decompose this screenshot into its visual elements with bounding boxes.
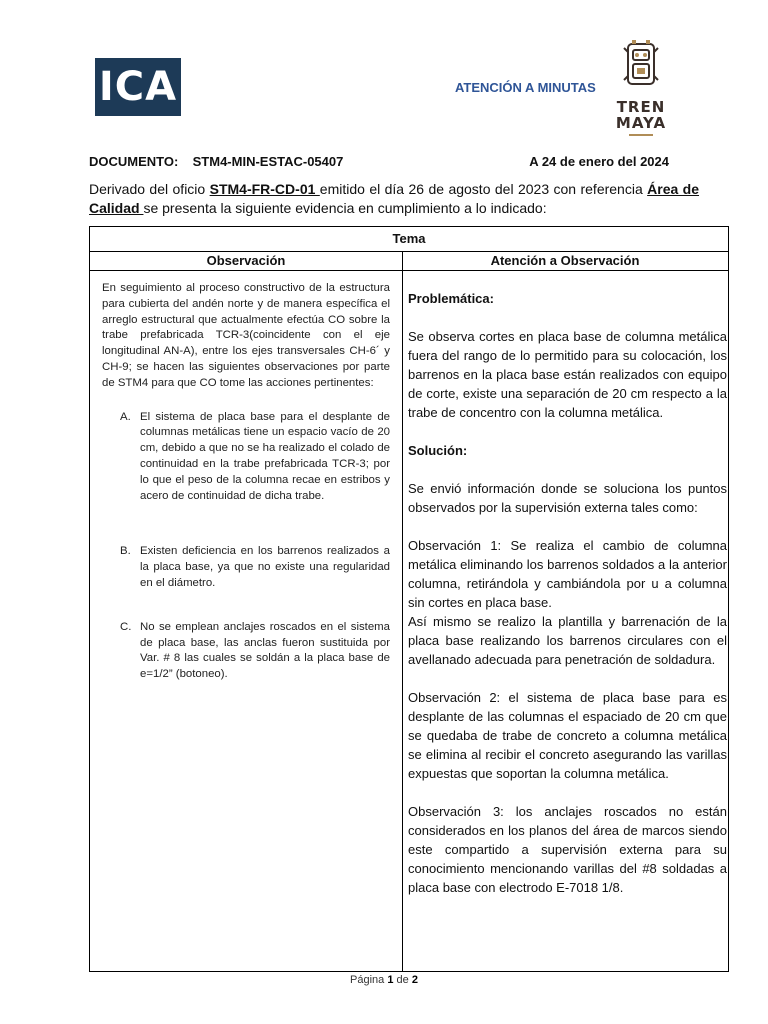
tren-maya-logo — [606, 38, 676, 136]
item-marker: A. — [120, 410, 131, 423]
observation-intro: En seguimiento al proceso constructivo de la estructura para cubierta del andén norte y de manera específica el arreglo estructural que actualmente efectúa CO sobre la trabe prefabricada TCR-3(coincidente con el eje longitudinal AN-A), entre los ejes transversales CH-6´ y CH-9; se hacen las siguientes observaciones por parte de STM4 para que CO tome las acciones pertinentes: — [102, 282, 390, 389]
solution-text: Se envió información donde se soluciona los puntos observados por la supervisión externa tales como: — [408, 481, 727, 515]
tren-word: TREN — [616, 98, 666, 116]
document-label: DOCUMENTO: — [89, 154, 179, 169]
observations-table — [89, 226, 729, 972]
problem-title: Problemática: — [408, 291, 494, 306]
mayan-glyph-icon — [620, 38, 662, 92]
page-footer — [0, 974, 768, 986]
ica-logo: ICA — [95, 58, 181, 116]
solution-title: Solución: — [408, 443, 468, 458]
item-text: El sistema de placa base para el desplante de columnas metálicas tiene un espacio vacío de 20 cm, debido a que no se ha realizado el colado de continuidad en la trabe prefabricada TCR-3; por lo que el peso de la columna recae en estribos y acero de continuidad de dicha trabe. — [140, 410, 390, 502]
observation-item-b — [102, 544, 390, 591]
observation-1-text: Observación 1: Se realiza el cambio de columna metálica eliminando los barrenos soldados a la anterior columna, retirándola y cambiándola por u a columna sin cortes en placa base. — [408, 538, 727, 610]
page-heading: ATENCIÓN A MINUTAS — [455, 80, 596, 95]
table-title: Tema — [90, 227, 728, 252]
item-marker: B. — [120, 545, 131, 558]
intro-text-1: Derivado del oficio — [89, 181, 210, 197]
document-line — [89, 154, 669, 169]
item-text: No se emplean anclajes roscados en el sistema de placa base, las anclas fueron sustituida por Var. # 8 las cuales se soldán a la placa base de e=1/2” (botoneo). — [140, 620, 390, 681]
column-divider — [402, 270, 403, 971]
item-text: Existen deficiencia en los barrenos realizados a la placa base, ya que no existe una regularidad en el diámetro. — [140, 545, 390, 589]
footer-label: Página — [350, 974, 385, 986]
problem-text: Se observa cortes en placa base de columna metálica fuera del rango de lo permitido para su colocación, los barrenos en la placa base están realizados con equipo de corte, existe una separación de 20 cm respecto a la trabe de concentro con la columna metálica. — [408, 329, 727, 420]
intro-text-2: emitido el día 26 de agosto del 2023 con referencia — [319, 181, 648, 197]
logo-underline — [629, 134, 653, 136]
item-marker: C. — [120, 620, 132, 633]
intro-text-3: se presenta la siguiente evidencia en cumplimiento a lo indicado: — [143, 200, 547, 216]
area-reference: Área de Calidad — [89, 181, 700, 216]
column-header-observation: Observación — [90, 251, 403, 271]
column-header-attention: Atención a Observación — [402, 251, 728, 271]
intro-paragraph — [89, 180, 699, 218]
observation-item-a — [102, 410, 390, 505]
observation-2-text: Observación 2: el sistema de placa base para es desplante de las columnas el espaciado de 20 cm que se quedaba de trabe de concreto a columna metálica se elimina al recibir el concreto asegurando las varillas expuestas que soportan la columna metálica. — [408, 690, 727, 781]
footer-page: 1 — [387, 974, 394, 986]
oficio-reference: STM4-FR-CD-01 — [209, 181, 320, 197]
observation-1b-text: Así mismo se realizo la plantilla y barrenación de la placa base realizando los barrenos circulares con el avellanado adecuada para penetración de soldadura. — [408, 614, 727, 667]
attention-cell — [408, 289, 727, 916]
observation-item-c — [102, 620, 390, 683]
observation-3-text: Observación 3: los anclajes roscados no están considerados en los planos del área de marcos siendo este compartido a supervisión externa para su conocimiento mencionando varillas del #8 soldadas a placa base con electrodo E-7018 1/8. — [408, 804, 727, 895]
footer-of: de — [396, 974, 409, 986]
footer-total: 2 — [411, 974, 418, 986]
document-date: A 24 de enero del 2024 — [529, 154, 669, 169]
document-code: STM4-MIN-ESTAC-05407 — [192, 154, 344, 169]
maya-word: MAYA — [615, 114, 667, 132]
observation-cell — [102, 281, 390, 683]
